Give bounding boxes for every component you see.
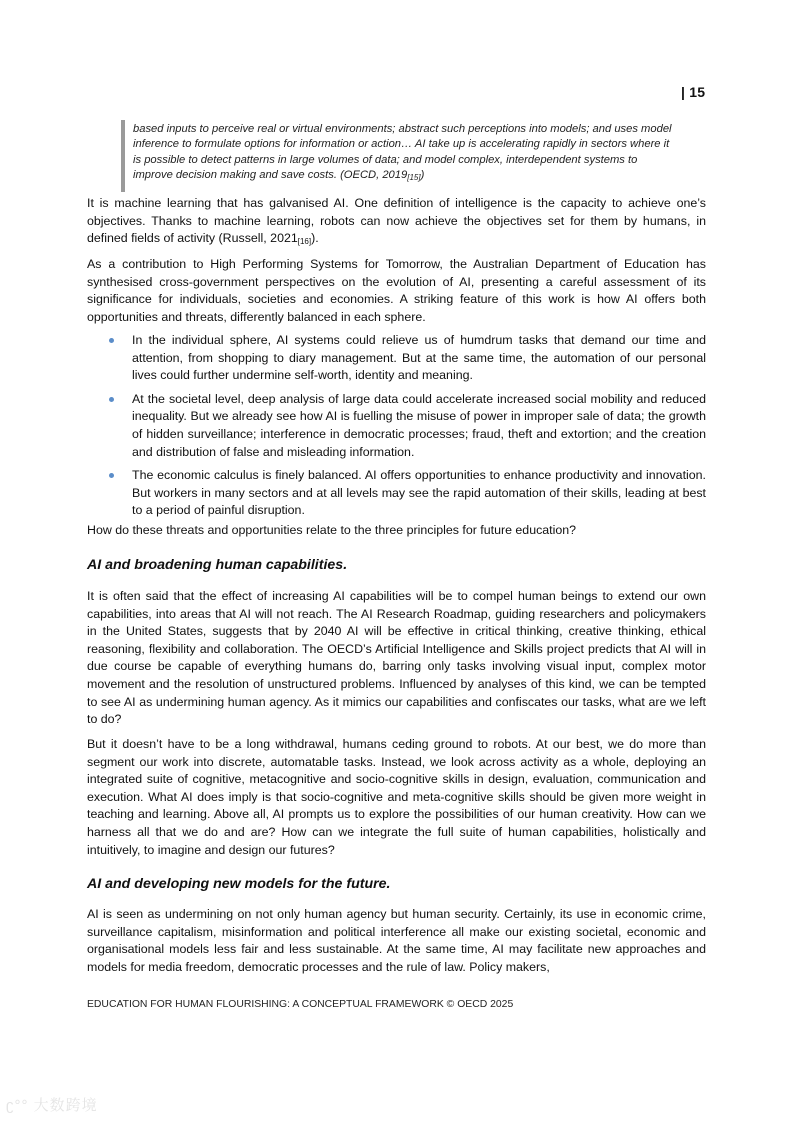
- paragraph-security: AI is seen as undermining on not only human agency but human security. Certainly, its use in economic crime, surveillance capitalism, misinformation and political interference all make our existing societal, economic and organisational models less fair and less sustainable. At the same time, AI may facilitate new approaches and models for media freedom, democratic processes and the rule of law. Policy makers,: [87, 907, 706, 974]
- list-item-text: The economic calculus is finely balanced. AI offers opportunities to enhance productivity and innovation. But workers in many sectors and at all levels may see the rapid automation of their skills, leading at best to a period of painful disruption.: [132, 468, 706, 518]
- section-heading-capabilities: AI and broadening human capabilities.: [87, 557, 348, 573]
- citation-link[interactable]: [16]: [297, 237, 312, 247]
- bullet-icon: [109, 473, 114, 478]
- paragraph-question: How do these threats and opportunities relate to the three principles for future education?: [87, 523, 577, 537]
- list-item: [87, 332, 706, 385]
- list-item: [87, 391, 706, 461]
- quote-close: ): [420, 169, 425, 182]
- page-number: | 15: [681, 84, 706, 100]
- watermark-icon: ʗ°°: [6, 1097, 29, 1114]
- paragraph-close: ).: [311, 231, 319, 246]
- list-item: [87, 467, 706, 520]
- citation-link[interactable]: [15]: [407, 173, 421, 183]
- bullet-icon: [109, 338, 114, 343]
- paragraph-withdrawal: But it doesn’t have to be a long withdrawal, humans ceding ground to robots. At our best, we do more than segment our work into discrete, automatable tasks. Instead, we look across activity as a whole, deploying an integrated suite of cognitive, metacognitive and socio-cognitive skills in design, evaluation, communication and execution. What AI does imply is that socio-cognitive and meta-cognitive skills should be given more weight in teaching and learning. Above all, AI prompts us to explore the possibilities of our human creativity. How can we harness all that we do and are? How can we integrate the full suite of human capabilities, holistically and intuitively, to imagine and design our futures?: [87, 737, 706, 857]
- paragraph-australian-department: As a contribution to High Performing Systems for Tomorrow, the Australian Department of Education has synthesised cross-government perspectives on the evolution of AI, presenting a careful assessment of its significance for individuals, societies and economies. A striking feature of this work is how AI offers both opportunities and threats, differently balanced in each sphere.: [87, 257, 706, 324]
- watermark-logo: [6, 1094, 98, 1115]
- block-quote: [121, 120, 679, 192]
- list-item-text: At the societal level, deep analysis of large data could accelerate increased social mobility and reduced inequality. But we already see how AI is fuelling the misuse of power in improper sale of data; the growth of hidden surveillance; interference in democratic processes; fraud, theft and extortion; and the creation and distribution of false and misleading information.: [132, 391, 706, 459]
- watermark-text: 大数跨境: [33, 1097, 98, 1114]
- paragraph-text: It is machine learning that has galvanised AI. One definition of intelligence is the capacity to achieve one’s objectives. Thanks to machine learning, robots can now achieve the objectives set for them by humans, in defined fields of activity (Russell, 2021: [87, 196, 706, 246]
- paragraph-capabilities: It is often said that the effect of increasing AI capabilities will be to compel human beings to extend our own capabilities, into areas that AI will not reach. The AI Research Roadmap, guiding researchers and policymakers in the United States, suggests that by 2040 AI will be effective in critical thinking, creative thinking, ethical reasoning, flexibility and collaboration. The OECD’s Artificial Intelligence and Skills project predicts that AI will in due course be capable of everything humans do, barring only tasks involving visual input, complex motor movement and the resolution of unstructured problems. Influenced by analyses of this kind, we can be tempted to see AI as undermining human agency. As it mimics our capabilities and confiscates our tasks, what are we left to do?: [87, 589, 706, 727]
- page-footer: EDUCATION FOR HUMAN FLOURISHING: A CONCEPTUAL FRAMEWORK © OECD 2025: [87, 999, 514, 1010]
- quote-text: based inputs to perceive real or virtual environments; abstract such perceptions into models; and uses model inference to formulate options for information or action… AI take up is accelerating rapidly in sectors where it is possible to detect patterns in large volumes of data; and model complex, interdependent systems to improve decision making and save costs. (OECD, 2019: [133, 123, 672, 182]
- section-heading-new-models: AI and developing new models for the future.: [87, 876, 391, 892]
- bullet-icon: [109, 397, 114, 402]
- bullet-list: [87, 332, 706, 526]
- list-item-text: In the individual sphere, AI systems could relieve us of humdrum tasks that demand our time and attention, from shopping to diary management. But at the same time, the automation of our personal lives could further undermine self-worth, identity and meaning.: [132, 333, 706, 383]
- paragraph-machine-learning: [87, 195, 706, 249]
